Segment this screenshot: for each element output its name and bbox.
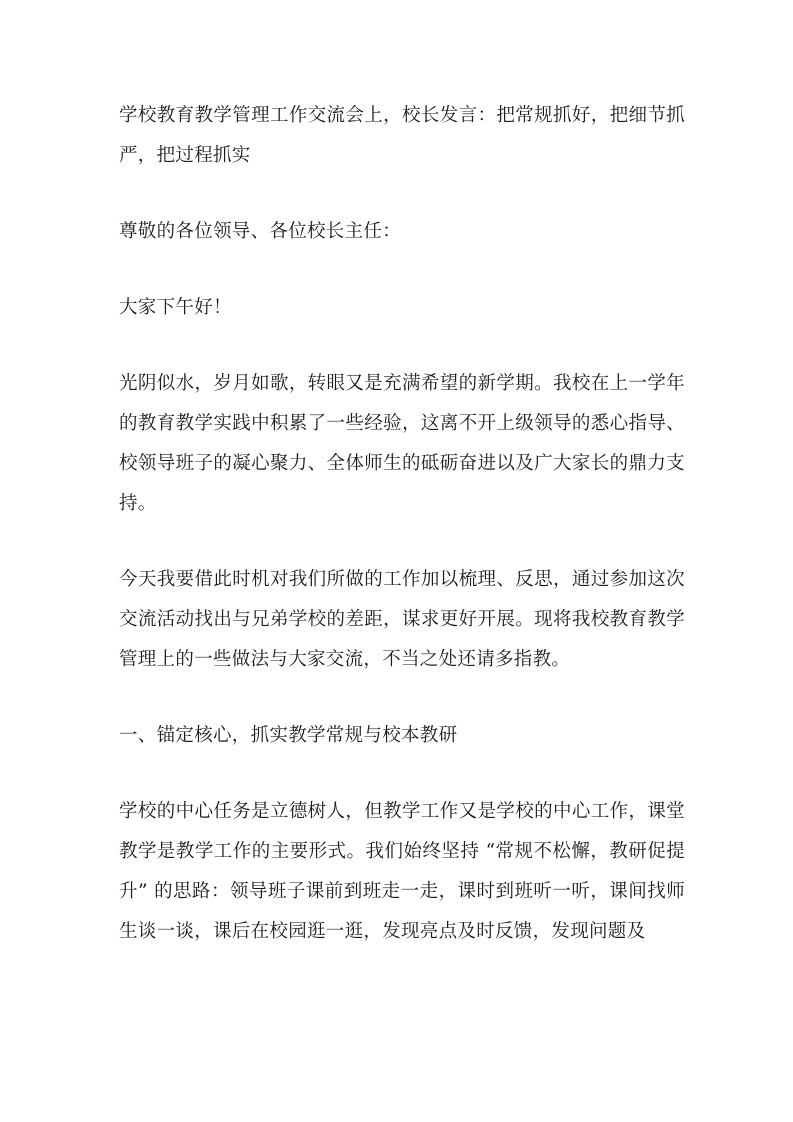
body-paragraph: 光阴似水，岁月如歌，转眼又是充满希望的新学期。我校在上一学年的教育教学实践中积累了一些经验，这离不开上级领导的悉心指导、校领导班子的凝心聚力、全体师生的砥砺奋进以及广大家长的鼎力支持。 bbox=[119, 373, 685, 514]
salutation: 尊敬的各位领导、各位校长主任： bbox=[119, 221, 402, 242]
greeting: 大家下午好！ bbox=[119, 297, 232, 318]
section-paragraph: 学校的中心任务是立德树人，但教学工作又是学校的中心工作，课堂教学是教学工作的主要形式。我们始终坚持 “常规不松懈，教研促提升” 的思路：领导班子课前到班走一走，课时到班听一听，课间找师生谈一谈，课后在校园逛一逛，发现亮点及时反馈，发现问题及 bbox=[119, 801, 686, 942]
section-heading: 一、锚定核心，抓实教学常规与校本教研 bbox=[119, 725, 458, 746]
body-paragraph: 今天我要借此时机对我们所做的工作加以梳理、反思，通过参加这次交流活动找出与兄弟学校的差距，谋求更好开展。现将我校教育教学管理上的一些做法与大家交流，不当之处还请多指教。 bbox=[119, 569, 685, 670]
document-title: 学校教育教学管理工作交流会上，校长发言：把常规抓好，把细节抓严，把过程抓实 bbox=[119, 105, 685, 166]
document-page bbox=[119, 96, 685, 952]
